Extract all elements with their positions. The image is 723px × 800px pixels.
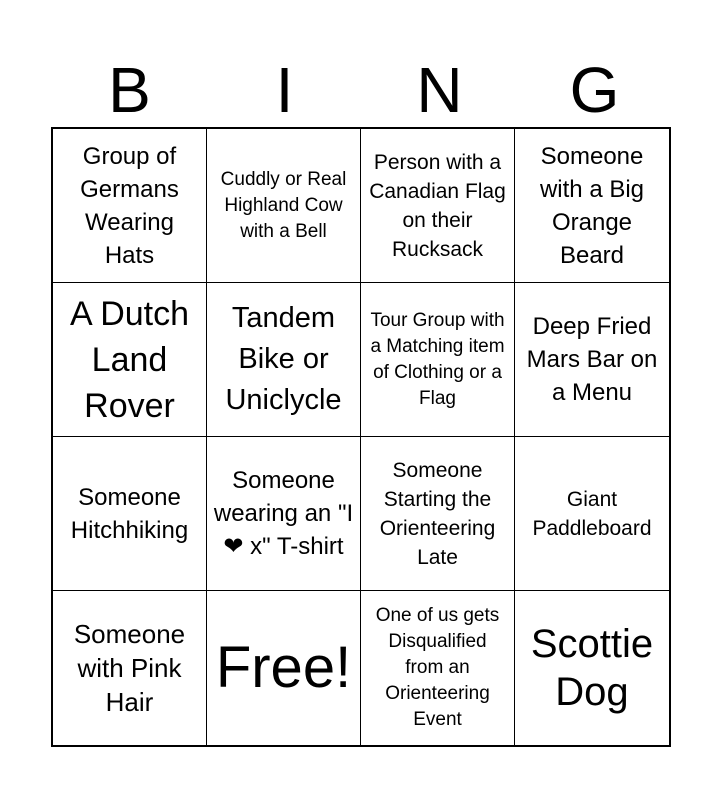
bingo-cell[interactable] (361, 437, 515, 591)
bingo-cell-text: Someone with Pink Hair (73, 619, 186, 717)
bingo-cell[interactable] (515, 591, 669, 745)
bingo-cell[interactable] (53, 129, 207, 283)
bingo-cell[interactable] (515, 437, 669, 591)
header-letter-i: I (275, 54, 294, 126)
bingo-cell[interactable] (53, 283, 207, 437)
header-letter-n: N (416, 54, 463, 126)
bingo-cell-text: Someone Hitchhiking (70, 483, 189, 544)
bingo-card-grid (51, 127, 671, 747)
bingo-cell-text: Tandem Bike or Uniclycle (225, 302, 342, 416)
bingo-free-space[interactable] (207, 591, 361, 745)
bingo-cell-text: Giant Paddleboard (532, 487, 652, 540)
bingo-cell-text: Tour Group with a Matching item of Clothing or a Flag (370, 309, 505, 409)
bingo-cell-text: Free! (215, 635, 352, 700)
bingo-cell[interactable] (361, 283, 515, 437)
bingo-cell-text: Someone wearing an "I ❤ x" T-shirt (213, 467, 354, 560)
bingo-cell-text: Deep Fried Mars Bar on a Menu (526, 313, 658, 406)
bingo-cell[interactable] (207, 437, 361, 591)
bingo-cell[interactable] (53, 437, 207, 591)
bingo-cell-text: Cuddly or Real Highland Cow with a Bell (220, 168, 347, 242)
bingo-cell-text: Group of Germans Wearing Hats (80, 142, 179, 269)
bingo-cell[interactable] (207, 129, 361, 283)
header-letter-b: B (108, 54, 151, 126)
bingo-cell[interactable] (515, 283, 669, 437)
bingo-cell-text: A Dutch Land Rover (69, 294, 190, 425)
header-letter-g: G (569, 54, 620, 126)
bingo-cell[interactable] (361, 591, 515, 745)
bingo-cell-text: Scottie Dog (530, 622, 654, 714)
bingo-cell[interactable] (361, 129, 515, 283)
bingo-cell[interactable] (53, 591, 207, 745)
bingo-cell-text: Someone with a Big Orange Beard (539, 142, 645, 269)
bingo-cell-text: Someone Starting the Orienteering Late (379, 458, 496, 569)
bingo-cell[interactable] (515, 129, 669, 283)
bingo-cell[interactable] (207, 283, 361, 437)
bingo-cell-text: One of us gets Disqualified from an Orienteering Event (375, 605, 500, 730)
bingo-cell-text: Person with a Canadian Flag on their Rucksack (369, 150, 506, 261)
bingo-header (52, 50, 672, 130)
